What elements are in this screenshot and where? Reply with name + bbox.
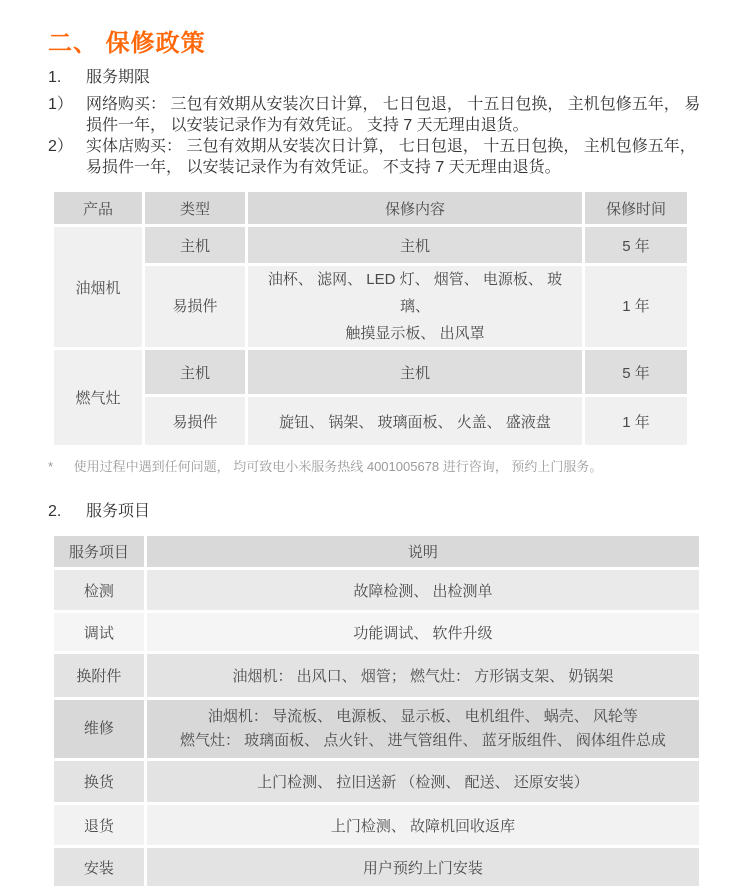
service-item-cell: 维修 — [54, 700, 144, 758]
service-item-cell: 换附件 — [54, 654, 144, 697]
service-item-cell: 检测 — [54, 570, 144, 610]
service-desc-cell: 上门检测、 故障机回收返库 — [147, 805, 699, 845]
page-title: 二、 保修政策 — [48, 30, 206, 57]
service-desc-cell: 功能调试、 软件升级 — [147, 613, 699, 651]
table-row — [54, 761, 699, 802]
column-header-description: 说明 — [147, 536, 699, 567]
table-row — [54, 266, 687, 347]
content-cell: 主机 — [248, 227, 582, 263]
service-item-cell: 安装 — [54, 848, 144, 886]
section-number: 2. — [48, 503, 62, 520]
asterisk-marker: * — [48, 459, 54, 474]
column-header-service-item: 服务项目 — [54, 536, 144, 567]
table-row — [54, 570, 699, 610]
policy-item-store — [48, 136, 702, 178]
table-row — [54, 227, 687, 263]
product-cell-stove: 燃气灶 — [54, 350, 142, 445]
hotline-note — [48, 458, 702, 475]
content-cell: 主机 — [248, 350, 582, 394]
type-cell: 易损件 — [145, 397, 245, 445]
column-header-product: 产品 — [54, 192, 142, 224]
type-cell: 易损件 — [145, 266, 245, 347]
product-cell-hood: 油烟机 — [54, 227, 142, 347]
period-cell: 5 年 — [585, 227, 687, 263]
service-desc-cell — [147, 700, 699, 758]
section-number: 1. — [48, 69, 62, 86]
service-item-cell: 换货 — [54, 761, 144, 802]
policy-item-text: 实体店购买： 三包有效期从安装次日计算， 七日包退， 十五日包换， 主机包修五年， 易损件一年， 以安装记录作为有效凭证。 不支持 7 天无理由退货。 — [86, 138, 696, 176]
column-header-content: 保修内容 — [248, 192, 582, 224]
table-row — [54, 848, 699, 886]
section-heading-label: 服务项目 — [86, 503, 151, 520]
content-cell — [248, 266, 582, 347]
column-header-period: 保修时间 — [585, 192, 687, 224]
table-row — [54, 397, 687, 445]
column-header-type: 类型 — [145, 192, 245, 224]
content-line: 油杯、 滤网、 LED 灯、 烟管、 电源板、 玻璃、 — [267, 271, 563, 315]
service-desc-cell: 油烟机： 出风口、 烟管； 燃气灶： 方形锅支架、 奶锅架 — [147, 654, 699, 697]
period-cell: 1 年 — [585, 266, 687, 347]
table-row — [54, 350, 687, 394]
service-desc-cell: 用户预约上门安装 — [147, 848, 699, 886]
table-row — [54, 654, 699, 697]
type-cell: 主机 — [145, 350, 245, 394]
content-line: 触摸显示板、 出风罩 — [345, 325, 485, 342]
table-row — [54, 805, 699, 845]
section-heading-service-items — [48, 501, 702, 522]
service-table — [51, 533, 702, 889]
service-desc-cell: 上门检测、 拉旧送新 （检测、 配送、 还原安装） — [147, 761, 699, 802]
service-item-cell: 退货 — [54, 805, 144, 845]
section-heading-label: 服务期限 — [86, 69, 151, 86]
section-heading-service-period — [48, 67, 702, 88]
service-table-header-row — [54, 536, 699, 567]
service-desc-cell: 故障检测、 出检测单 — [147, 570, 699, 610]
list-marker: 1） — [48, 96, 73, 113]
service-item-cell: 调试 — [54, 613, 144, 651]
warranty-table — [51, 189, 690, 448]
content-cell: 旋钮、 锅架、 玻璃面板、 火盖、 盛液盘 — [248, 397, 582, 445]
desc-line: 油烟机： 导流板、 电源板、 显示板、 电机组件、 蜗壳、 风轮等 — [207, 708, 638, 725]
period-cell: 1 年 — [585, 397, 687, 445]
table-row — [54, 700, 699, 758]
policy-item-online — [48, 94, 702, 136]
desc-line: 燃气灶： 玻璃面板、 点火针、 进气管组件、 蓝牙版组件、 阀体组件总成 — [180, 732, 666, 749]
period-cell: 5 年 — [585, 350, 687, 394]
type-cell: 主机 — [145, 227, 245, 263]
warranty-table-header-row — [54, 192, 687, 224]
list-marker: 2） — [48, 138, 73, 155]
policy-item-text: 网络购买： 三包有效期从安装次日计算， 七日包退， 十五日包换， 主机包修五年， 易损件一年， 以安装记录作为有效凭证。 支持 7 天无理由退货。 — [86, 96, 701, 134]
table-row — [54, 613, 699, 651]
hotline-note-text: 使用过程中遇到任何问题， 均可致电小米服务热线 4001005678 进行咨询， 预约上门服务。 — [73, 459, 603, 474]
